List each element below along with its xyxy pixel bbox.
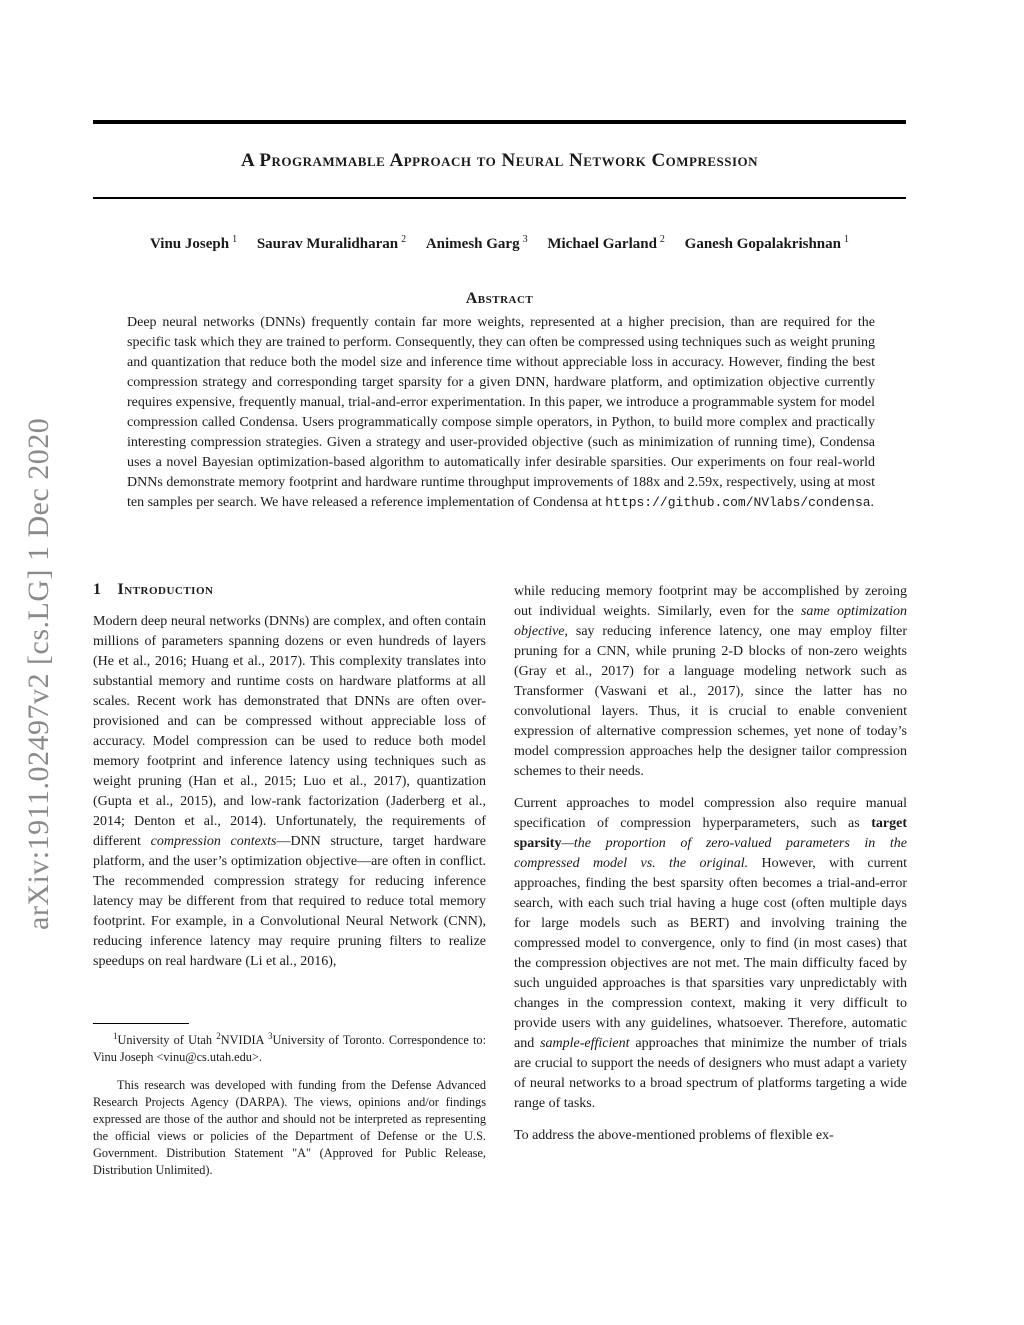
paragraph: Current approaches to model compression also require manual specification of compression hyperparameters, such as target sparsity—the proportion of zero-valued parameters in the compressed model vs. the original. However, with current approaches, finding the best sparsity often becomes a trial-and-error search, with each such trial having a huge cost (often multiple days for large models such as BERT) and involving training the compressed model to convergence, only to find (in most cases) that the compression objectives are not met. The main difficulty faced by such unguided approaches is that sparsities vary unpredictably with changes in the compression context, making it very difficult to provide users with any guidelines, whatsoever. Therefore, automatic and sample-efficient approaches that minimize the number of trials are crucial to support the needs of designers who must adapt a variety of neural networks to a broad spectrum of platforms targeting a wide range of tasks. [514,796,907,1111]
paper-title: A Programmable Approach to Neural Network Compression [240,150,759,171]
paragraph: Modern deep neural networks (DNNs) are complex, and often contain millions of parameters spanning dozens or even hundreds of layers (He et al., 2016; Huang et al., 2017). This complexity translates into substantial memory and runtime costs on hardware platforms at all scales. Recent work has demonstrated that DNNs are often over-provisioned and can be compressed without appreciable loss of accuracy. Model compression can be used to reduce both model memory footprint and inference latency using techniques such as weight pruning (Han et al., 2015; Luo et al., 2017), quantization (Gupta et al., 2015), and low-rank factorization (Jaderberg et al., 2014; Denton et al., 2014). Unfortunately, the requirements of different compression contexts—DNN structure, target hardware platform, and the user’s optimization objective—are often in conflict. The recommended compression strategy for reducing inference latency may be different from that required to reduce total memory footprint. For example, in a Convolutional Neural Network (CNN), reducing inference latency may require pruning filters to realize speedups on real hardware (Li et al., 2016), [93,614,486,969]
author: Ganesh Gopalakrishnan $^1$ [684,234,849,252]
author: Animesh Garg $^3$ [425,234,528,252]
author-list [93,234,906,253]
paragraph: To address the above-mentioned problems of flexible ex- [514,1128,834,1143]
author: Saurav Muralidharan $^2$ [256,234,407,252]
abstract-body: Deep neural networks (DNNs) frequently contain far more weights, represented at a higher precision, than are required for the specific task which they are trained to perform. Consequently, they can often be compressed using techniques such as weight pruning and quantization that reduce both the model size and inference time without appreciable loss in accuracy. However, finding the best compression strategy and corresponding target sparsity for a given DNN, hardware platform, and optimization objective currently requires expensive, frequently manual, trial-and-error experimentation. In this paper, we introduce a programmable system for model compression called Condensa. Users programmatically compose simple operators, in Python, to build more complex and practically interesting compression strategies. Given a strategy and user-provided objective (such as minimization of running time), Condensa uses a novel Bayesian optimization-based algorithm to automatically infer desirable sparsities. Our experiments on four real-world DNNs demonstrate memory footprint and hardware runtime throughput improvements of 188x and 2.59x, respectively, using at most ten samples per search. We have released a reference implementation of Condensa at https://github.com/NVlabs/condensa. [127,315,875,510]
abstract-heading: Abstract [465,290,534,307]
title-top-rule [93,120,906,124]
right-column [514,582,907,1146]
title-bottom-rule [93,197,906,199]
repository-link[interactable]: https://github.com/NVlabs/condensa [605,495,871,510]
footnote-funding: This research was developed with funding from the Defense Advanced Research Projects Agency (DARPA). The views, opinions and/or findings expressed are those of the author and should not be interpreted as representing the official views or policies of the Department of Defense or the U.S. Government. Distribution Statement "A" (Approved for Public Release, Distribution Unlimited). [93,1078,486,1177]
section-heading: 1 Introduction [93,581,214,598]
author: Vinu Joseph $^1$ [150,234,238,252]
paragraph: while reducing memory footprint may be accomplished by zeroing out individual weights. Similarly, even for the same optimization objective, say reducing inference latency, one may employ filter pruning for a CNN, while pruning 2-D blocks of non-zero weights (Gray et al., 2017) for a language modeling network such as Transformer (Vaswani et al., 2017), since the latter has no convolutional layers. Thus, it is crucial to enable convenient expression of alternative compression schemes, yet none of today’s model compression approaches help the designer tailor compression schemes to their needs. [514,584,907,779]
author: Michael Garland $^2$ [547,234,665,252]
footnote-affiliations: $^1$University of Utah $^2$NVIDIA $^3$University of Toronto. Correspondence to: Vinu Joseph <vinu@cs.utah.edu>. [93,1031,486,1065]
left-column [93,580,486,972]
footnote-rule [93,1023,189,1024]
arxiv-side-label: arXiv:1911.02497v2 [cs.LG] 1 Dec 2020 [22,417,55,930]
